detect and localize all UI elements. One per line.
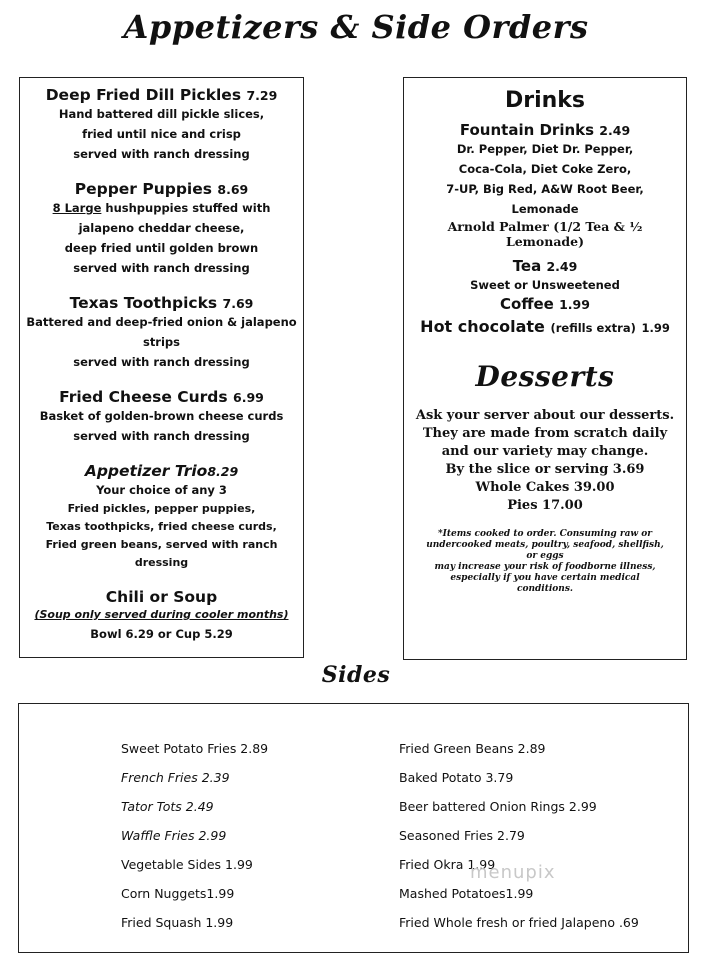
drink-name: Coffee [500,295,554,313]
appetizer-desc: Hand battered dill pickle slices, [58,107,265,121]
appetizer-desc: served with ranch dressing [73,261,250,275]
desserts-heading: Desserts [475,360,615,393]
drink-desc: Sweet or Unsweetened [470,278,620,292]
sides-panel [18,703,689,953]
appetizer-desc: jalapeno cheddar cheese, [78,221,245,235]
appetizer-desc: served with ranch dressing [73,147,250,161]
page-title: Appetizers & Side Orders [123,8,589,46]
drink-price: 1.99 [641,321,670,335]
drink-note: (refills extra) [550,321,636,335]
appetizer-desc: fried until nice and crisp [82,127,241,141]
appetizers-panel [19,77,304,658]
sides-left-column [121,734,268,937]
side-item: Fried Squash 1.99 [121,915,234,930]
disclaimer-line: or eggs [526,551,564,561]
side-item: Fried Green Beans 2.89 [399,741,546,756]
appetizer-desc: Texas toothpicks, fried cheese curds, [46,520,277,533]
appetizer-item-trio [20,462,303,572]
appetizer-price: 8.69 [217,182,249,197]
disclaimer-line: *Items cooked to order. Consuming raw or [437,529,653,539]
drink-price: 1.99 [559,297,590,312]
drink-desc: Lemonade [511,202,579,216]
appetizer-desc: hushpuppies stuffed with [101,201,271,215]
dessert-line: Pies 17.00 [507,498,583,513]
side-item: Sweet Potato Fries 2.89 [121,741,269,756]
watermark: menupix [470,862,556,883]
drink-price: 2.49 [546,259,578,274]
drink-price: 2.49 [599,123,631,138]
appetizer-desc: Your choice of any 3 [96,483,227,497]
disclaimer-line: conditions. [516,584,574,594]
drink-name: Hot chocolate [420,317,545,336]
appetizer-desc: deep fried until golden brown [64,241,259,255]
side-item: French Fries 2.39 [121,770,230,785]
appetizer-desc: served with ranch dressing [73,355,250,369]
drink-name: Fountain Drinks [459,121,595,139]
side-item: Corn Nuggets1.99 [121,886,235,901]
appetizer-desc: strips [142,335,181,349]
appetizer-name: Deep Fried Dill Pickles [45,86,242,104]
appetizer-desc: served with ranch dressing [73,429,250,443]
appetizer-name: Appetizer Trio [84,462,208,480]
appetizer-item-chili-soup [20,588,303,644]
sides-heading: Sides [321,662,391,688]
appetizer-name: Texas Toothpicks [69,294,218,312]
disclaimer-line: may increase your risk of foodborne illness, [434,562,656,572]
drink-name: Tea [512,257,542,275]
drink-desc: 7-UP, Big Red, A&W Root Beer, [446,182,644,196]
dessert-line: Ask your server about our desserts. [415,408,675,423]
appetizer-price: 7.69 [222,296,254,311]
appetizer-item-pickles [20,86,303,164]
appetizer-item-cheese-curds [20,388,303,446]
appetizer-desc: Fried green beans, served with ranch dressing [45,538,278,569]
side-item: Waffle Fries 2.99 [121,828,227,843]
sides-right-column [399,734,639,937]
drink-arnold: Lemonade) [505,234,585,249]
appetizer-note: (Soup only served during cooler months) [34,608,289,621]
drinks-desserts-panel [403,77,687,660]
appetizer-item-pepper-puppies [20,180,303,278]
appetizer-name: Pepper Puppies [74,180,212,198]
appetizer-desc: Fried pickles, pepper puppies, [67,502,256,515]
appetizer-desc-underlined: 8 Large [52,201,102,215]
drink-desc: Coca-Cola, Diet Coke Zero, [458,162,632,176]
appetizer-desc: Bowl 6.29 or Cup 5.29 [90,627,233,641]
side-item: Fried Okra 1.99 [399,857,496,872]
appetizer-name: Chili or Soup [105,588,218,606]
side-item: Seasoned Fries 2.79 [399,828,525,843]
appetizer-price: 6.99 [233,390,264,405]
appetizer-price: 7.29 [246,88,278,103]
disclaimer-line: undercooked meats, poultry, seafood, shellfish, [426,540,664,550]
disclaimer-line: especially if you have certain medical [450,573,640,583]
side-item: Beer battered Onion Rings 2.99 [399,799,597,814]
disclaimer [404,529,686,595]
dessert-line: They are made from scratch daily [422,426,668,441]
dessert-line: and our variety may change. [441,444,649,459]
dessert-line: Whole Cakes 39.00 [475,480,615,495]
appetizer-name: Fried Cheese Curds [59,388,228,406]
drink-desc: Dr. Pepper, Diet Dr. Pepper, [456,142,634,156]
side-item: Tator Tots 2.49 [121,799,214,814]
dessert-line: By the slice or serving 3.69 [445,462,645,477]
drink-arnold: Arnold Palmer (1/2 Tea & ½ [447,219,643,234]
appetizer-price: 8.29 [207,464,239,479]
side-item: Mashed Potatoes1.99 [399,886,534,901]
appetizer-desc: Battered and deep-fried onion & jalapeno [26,315,297,329]
appetizer-desc: Basket of golden-brown cheese curds [39,409,284,423]
side-item: Vegetable Sides 1.99 [121,857,253,872]
side-item: Baked Potato 3.79 [399,770,514,785]
drinks-heading: Drinks [504,88,586,113]
appetizer-item-toothpicks [20,294,303,372]
side-item: Fried Whole fresh or fried Jalapeno .69 [399,915,639,930]
